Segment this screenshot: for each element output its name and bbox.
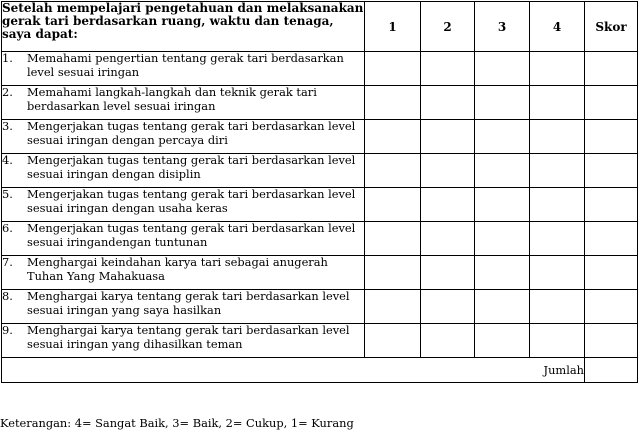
score-1-cell[interactable] <box>365 86 421 120</box>
score-2-cell[interactable] <box>421 86 475 120</box>
item-text: Menghargai karya tentang gerak tari berdasarkan level sesuai iringan yang dihasilkan teman <box>27 323 350 351</box>
score-4-cell[interactable] <box>530 324 585 358</box>
item-text: Menghargai keindahan karya tari sebagai anugerah Tuhan Yang Mahakuasa <box>27 255 328 283</box>
total-row <box>2 358 638 383</box>
score-2-cell[interactable] <box>421 290 475 324</box>
score-2-cell[interactable] <box>421 52 475 86</box>
score-4-cell[interactable] <box>530 52 585 86</box>
table-row <box>2 222 638 256</box>
total-score-cell[interactable] <box>585 324 638 358</box>
item-number: 6. <box>2 221 13 235</box>
item-number: 7. <box>2 255 13 269</box>
item-cell <box>2 188 365 222</box>
table-row <box>2 86 638 120</box>
score-2-cell[interactable] <box>421 256 475 290</box>
score-4-cell[interactable] <box>530 86 585 120</box>
item-cell <box>2 154 365 188</box>
item-text: Memahami pengertian tentang gerak tari berdasarkan level sesuai iringan <box>27 51 344 79</box>
score-3-cell[interactable] <box>475 120 530 154</box>
item-number: 3. <box>2 119 13 133</box>
score-3-cell[interactable] <box>475 222 530 256</box>
score-3-header: 3 <box>475 2 530 52</box>
total-score-cell[interactable] <box>585 120 638 154</box>
total-score-cell[interactable] <box>585 188 638 222</box>
item-number: 9. <box>2 323 13 337</box>
table-row <box>2 52 638 86</box>
item-text: Mengerjakan tugas tentang gerak tari berdasarkan level sesuai iringandengan tuntunan <box>27 221 356 249</box>
score-2-cell[interactable] <box>421 324 475 358</box>
score-3-cell[interactable] <box>475 86 530 120</box>
item-text: Memahami langkah-langkah dan teknik gerak tari berdasarkan level sesuai iringan <box>27 85 317 113</box>
score-1-cell[interactable] <box>365 52 421 86</box>
score-2-cell[interactable] <box>421 120 475 154</box>
total-score-header: Skor <box>585 2 638 52</box>
score-1-cell[interactable] <box>365 154 421 188</box>
score-4-header: 4 <box>530 2 585 52</box>
score-1-cell[interactable] <box>365 324 421 358</box>
table-row <box>2 154 638 188</box>
score-2-cell[interactable] <box>421 154 475 188</box>
score-3-cell[interactable] <box>475 256 530 290</box>
item-text: Mengerjakan tugas tentang gerak tari berdasarkan level sesuai iringan dengan disiplin <box>27 153 356 181</box>
table-row <box>2 120 638 154</box>
score-1-cell[interactable] <box>365 188 421 222</box>
total-score-cell[interactable] <box>585 52 638 86</box>
item-cell <box>2 256 365 290</box>
item-cell <box>2 222 365 256</box>
score-4-cell[interactable] <box>530 120 585 154</box>
score-1-cell[interactable] <box>365 120 421 154</box>
score-4-cell[interactable] <box>530 256 585 290</box>
item-cell <box>2 52 365 86</box>
score-3-cell[interactable] <box>475 324 530 358</box>
item-cell <box>2 290 365 324</box>
item-cell <box>2 324 365 358</box>
header-row <box>2 2 638 52</box>
total-score-cell[interactable] <box>585 154 638 188</box>
item-cell <box>2 86 365 120</box>
item-number: 1. <box>2 51 13 65</box>
table-row <box>2 324 638 358</box>
total-score-cell[interactable] <box>585 86 638 120</box>
table-row <box>2 256 638 290</box>
total-score-cell[interactable] <box>585 222 638 256</box>
score-1-cell[interactable] <box>365 290 421 324</box>
total-label: Jumlah <box>2 358 585 383</box>
item-text: Menghargai karya tentang gerak tari berdasarkan level sesuai iringan yang saya hasilkan <box>27 289 350 317</box>
statement-header: Setelah mempelajari pengetahuan dan melaksanakan gerak tari berdasarkan ruang, waktu dan tenaga, saya dapat: <box>2 2 365 52</box>
item-number: 5. <box>2 187 13 201</box>
score-4-cell[interactable] <box>530 222 585 256</box>
item-text: Mengerjakan tugas tentang gerak tari berdasarkan level sesuai iringan dengan usaha keras <box>27 187 356 215</box>
score-1-cell[interactable] <box>365 222 421 256</box>
total-score-cell[interactable] <box>585 290 638 324</box>
assessment-table <box>1 1 638 383</box>
item-number: 2. <box>2 85 13 99</box>
table-row <box>2 188 638 222</box>
score-3-cell[interactable] <box>475 290 530 324</box>
score-4-cell[interactable] <box>530 154 585 188</box>
score-1-header: 1 <box>365 2 421 52</box>
score-2-header: 2 <box>421 2 475 52</box>
score-3-cell[interactable] <box>475 154 530 188</box>
score-3-cell[interactable] <box>475 188 530 222</box>
score-3-cell[interactable] <box>475 52 530 86</box>
item-number: 8. <box>2 289 13 303</box>
legend-note: Keterangan: 4= Sangat Baik, 3= Baik, 2= Cukup, 1= Kurang <box>0 416 354 430</box>
score-2-cell[interactable] <box>421 188 475 222</box>
score-4-cell[interactable] <box>530 188 585 222</box>
item-cell <box>2 120 365 154</box>
score-4-cell[interactable] <box>530 290 585 324</box>
total-sum-cell[interactable] <box>585 358 638 383</box>
total-score-cell[interactable] <box>585 256 638 290</box>
item-number: 4. <box>2 153 13 167</box>
table-row <box>2 290 638 324</box>
score-1-cell[interactable] <box>365 256 421 290</box>
item-text: Mengerjakan tugas tentang gerak tari berdasarkan level sesuai iringan dengan percaya diri <box>27 119 356 147</box>
score-2-cell[interactable] <box>421 222 475 256</box>
